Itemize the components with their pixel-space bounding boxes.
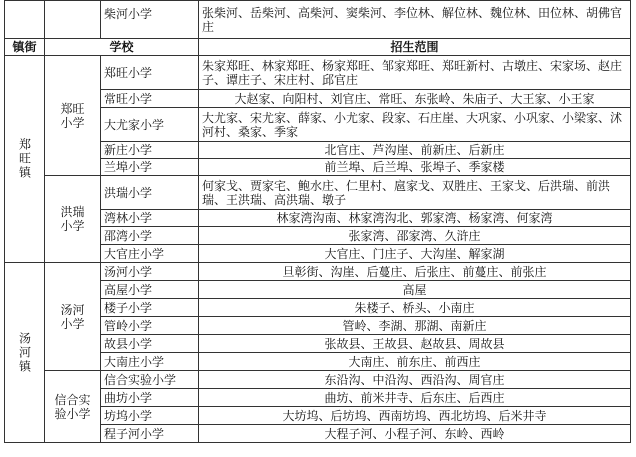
table-row [5,1,631,39]
school-group [45,263,101,371]
enrollment-range: 林家湾沟南、林家湾沟北、郭家湾、杨家湾、何家湾 [199,210,631,227]
enrollment-range: 大赵家、向阳村、刘官庄、常旺、东张岭、朱庙子、大王家、小王家 [199,90,631,108]
school-group [45,371,101,443]
school-name: 故县小学 [101,335,199,353]
enrollment-range: 张柴河、岳柴河、高柴河、窦柴河、李位林、解位林、魏位林、田位林、胡佛官庄 [199,1,631,39]
enrollment-range: 高屋 [199,281,631,299]
school-name: 坊坞小学 [101,407,199,425]
school-name: 洪瑞小学 [101,176,199,210]
enrollment-range: 张故县、王故县、赵故县、周故县 [199,335,631,353]
enrollment-range: 管岭、李湖、那湖、南新庄 [199,317,631,335]
enrollment-range: 朱楼子、桥头、小南庄 [199,299,631,317]
school-name: 高屋小学 [101,281,199,299]
table-row [5,263,631,281]
group-label: 郑旺小学 [60,101,85,130]
table-row [5,176,631,210]
school-name: 程子河小学 [101,425,199,443]
enrollment-range: 何家戈、贾家宅、鲍水庄、仁里村、扈家戈、双胜庄、王家戈、后洪瑞、前洪瑞、王洪瑞、高洪瑞、墩子 [199,176,631,210]
enrollment-range: 大官庄、门庄子、大沟崖、解家湖 [199,245,631,263]
school-name: 信合实验小学 [101,371,199,389]
table-row [5,56,631,90]
school-name: 常旺小学 [101,90,199,108]
town-name: 郑旺镇 [5,56,45,263]
table-row [5,371,631,389]
group-cell-empty [45,1,101,39]
school-name: 湾林小学 [101,210,199,227]
town-name: 汤河镇 [5,263,45,443]
enrollment-range: 大程子河、小程子河、东岭、西岭 [199,425,631,443]
school-name: 大官庄小学 [101,245,199,263]
school-name: 新庄小学 [101,142,199,159]
enrollment-range: 东沿沟、中沿沟、西沿沟、周官庄 [199,371,631,389]
enrollment-range: 大南庄、前东庄、前西庄 [199,353,631,371]
school-group [45,56,101,176]
school-name: 管岭小学 [101,317,199,335]
enrollment-range: 曲坊、前米井寺、后东庄、后西庄 [199,389,631,407]
enrollment-range: 大坊坞、后坊坞、西南坊坞、西北坊坞、后米井寺 [199,407,631,425]
school-name: 汤河小学 [101,263,199,281]
enrollment-range: 大尤家、宋尤家、薛家、小尤家、段家、石庄崖、大巩家、小巩家、小梁家、沭河村、桑家、季家 [199,108,631,142]
school-name: 柴河小学 [101,1,199,39]
enrollment-range: 张家湾、邵家湾、久浒庄 [199,227,631,245]
enrollment-range: 朱家郑旺、林家郑旺、杨家郑旺、邹家郑旺、郑旺新村、古墩庄、宋家场、赵庄子、谭庄子、宋庄村、邱官庄 [199,56,631,90]
enrollment-zone-table [4,0,631,443]
header-town: 镇街 [5,39,45,56]
school-name: 郑旺小学 [101,56,199,90]
enrollment-range: 旦彰街、沟崖、后蔓庄、后张庄、前蔓庄、前张庄 [199,263,631,281]
header-row [5,39,631,56]
school-name: 楼子小学 [101,299,199,317]
school-name: 兰埠小学 [101,159,199,176]
enrollment-range: 前兰埠、后兰埠、张埠子、季家楼 [199,159,631,176]
school-name: 曲坊小学 [101,389,199,407]
header-school: 学校 [45,39,199,56]
school-group [45,176,101,263]
school-name: 大尤家小学 [101,108,199,142]
group-label: 信合实验小学 [54,392,91,421]
group-label: 洪瑞小学 [60,205,85,233]
group-label: 汤河小学 [60,302,85,331]
enrollment-range: 北官庄、芦沟崖、前新庄、后新庄 [199,142,631,159]
town-cell-empty [5,1,45,39]
school-name: 大南庄小学 [101,353,199,371]
header-range: 招生范围 [199,39,631,56]
school-name: 邵湾小学 [101,227,199,245]
